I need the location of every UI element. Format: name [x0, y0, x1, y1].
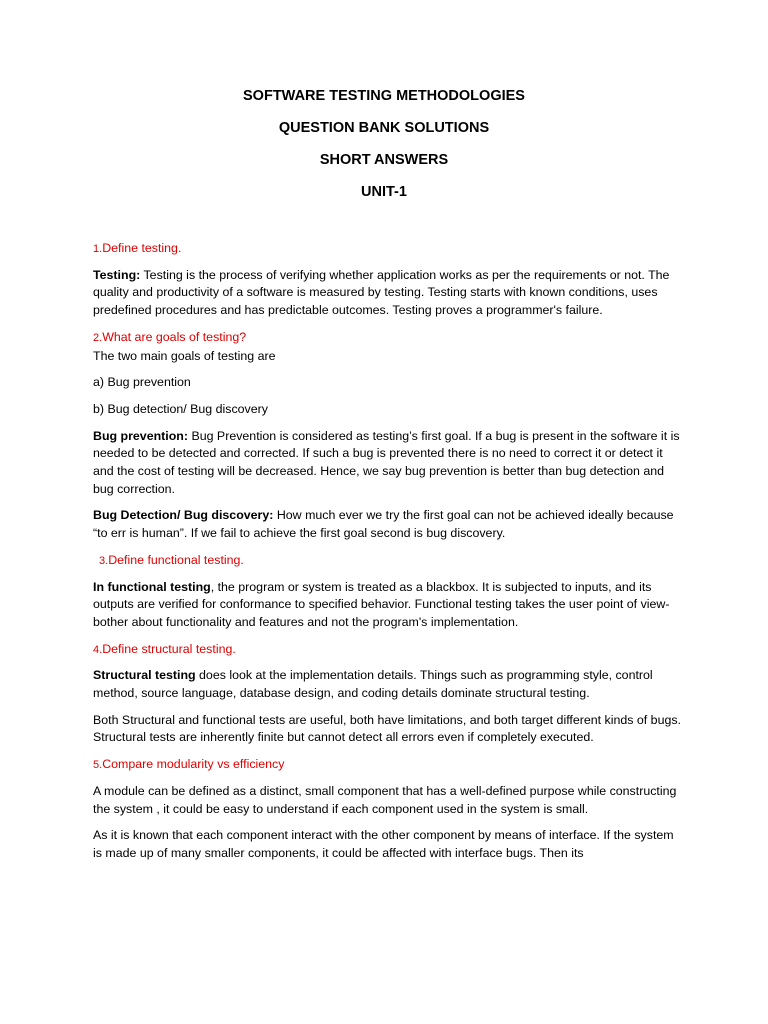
question-2: [93, 329, 683, 348]
goal-a: a) Bug prevention: [93, 375, 191, 390]
answer-text: How much ever we try the first goal can not be achieved ideally because “to err is human”. If we fail to achieve the first goal second is bug discovery.: [93, 508, 674, 541]
question-number: 2.: [93, 331, 103, 344]
document-body: [93, 240, 683, 872]
answer-module: A module can be defined as a distinct, small component that has a well-defined purpose while constructing the system , it could be easy to understand if each component used in the system is small.: [93, 783, 677, 816]
answer-text: Testing is the process of verifying whether application works as per the requirements or not. The quality and productivity of a software is measured by testing. Testing starts with known conditions, uses predefined procedures and has predictable outcomes. Testing proves a programmer's failure.: [93, 267, 670, 318]
answer-testing: [93, 267, 683, 320]
question-number: 1.: [93, 243, 103, 255]
document-title: SOFTWARE TESTING METHODOLOGIES: [243, 88, 525, 104]
term-label: Structural testing: [93, 668, 196, 683]
answer-bug-prevention: [93, 428, 683, 499]
question-text: Define testing.: [102, 241, 182, 255]
unit-title: UNIT-1: [361, 184, 407, 200]
question-5: [93, 756, 683, 775]
question-text: What are goals of testing?: [102, 329, 247, 344]
answer-functional: [93, 579, 683, 632]
answer-both: Both Structural and functional tests are useful, both have limitations, and both target different kinds of bugs. Structural tests are inherently finite but cannot detect all errors even if completely executed.: [93, 712, 681, 745]
title-block: [0, 86, 768, 214]
question-text: Define functional testing.: [108, 552, 244, 567]
answer-bug-detection: [93, 507, 683, 542]
answer-interface: As it is known that each component interact with the other component by means of interface. If the system is made up of many smaller components, it could be affected with interface bugs. Then its: [93, 828, 674, 860]
question-number: 5.: [93, 759, 103, 772]
term-label: Bug prevention:: [93, 428, 188, 443]
section-title: SHORT ANSWERS: [319, 152, 449, 168]
answer-structural: [93, 667, 683, 702]
term-label: Bug Detection/ Bug discovery:: [93, 508, 274, 523]
answer-text: Bug Prevention is considered as testing’s first goal. If a bug is present in the software it is needed to be detected and corrected. If such a bug is prevented there is no need to correct it or detect it and the cost of testing will be decreased. Hence, we say bug prevention is better than bug detection and bug correction.: [93, 428, 680, 496]
question-1: [93, 240, 683, 259]
question-4: [93, 641, 683, 660]
question-text: Define structural testing.: [102, 641, 236, 656]
goals-intro: The two main goals of testing are: [93, 348, 276, 363]
goal-b: b) Bug detection/ Bug discovery: [93, 401, 268, 416]
answer-text: , the program or system is treated as a blackbox. It is subjected to inputs, and its outputs are verified for conformance to specified behavior. Functional testing takes the user point of view- bother about functionality and features and not the program's implementation.: [93, 579, 670, 629]
question-number: 4.: [93, 643, 103, 656]
question-3: [93, 552, 683, 571]
question-text: Compare modularity vs efficiency: [102, 757, 285, 772]
term-label: Testing:: [93, 267, 141, 282]
document-subtitle: QUESTION BANK SOLUTIONS: [278, 120, 490, 136]
term-label: In functional testing: [93, 579, 211, 594]
question-number: 3.: [99, 554, 109, 567]
answer-text: does look at the implementation details. Things such as programming style, control method, source language, database design, and coding details dominate structural testing.: [93, 668, 653, 701]
